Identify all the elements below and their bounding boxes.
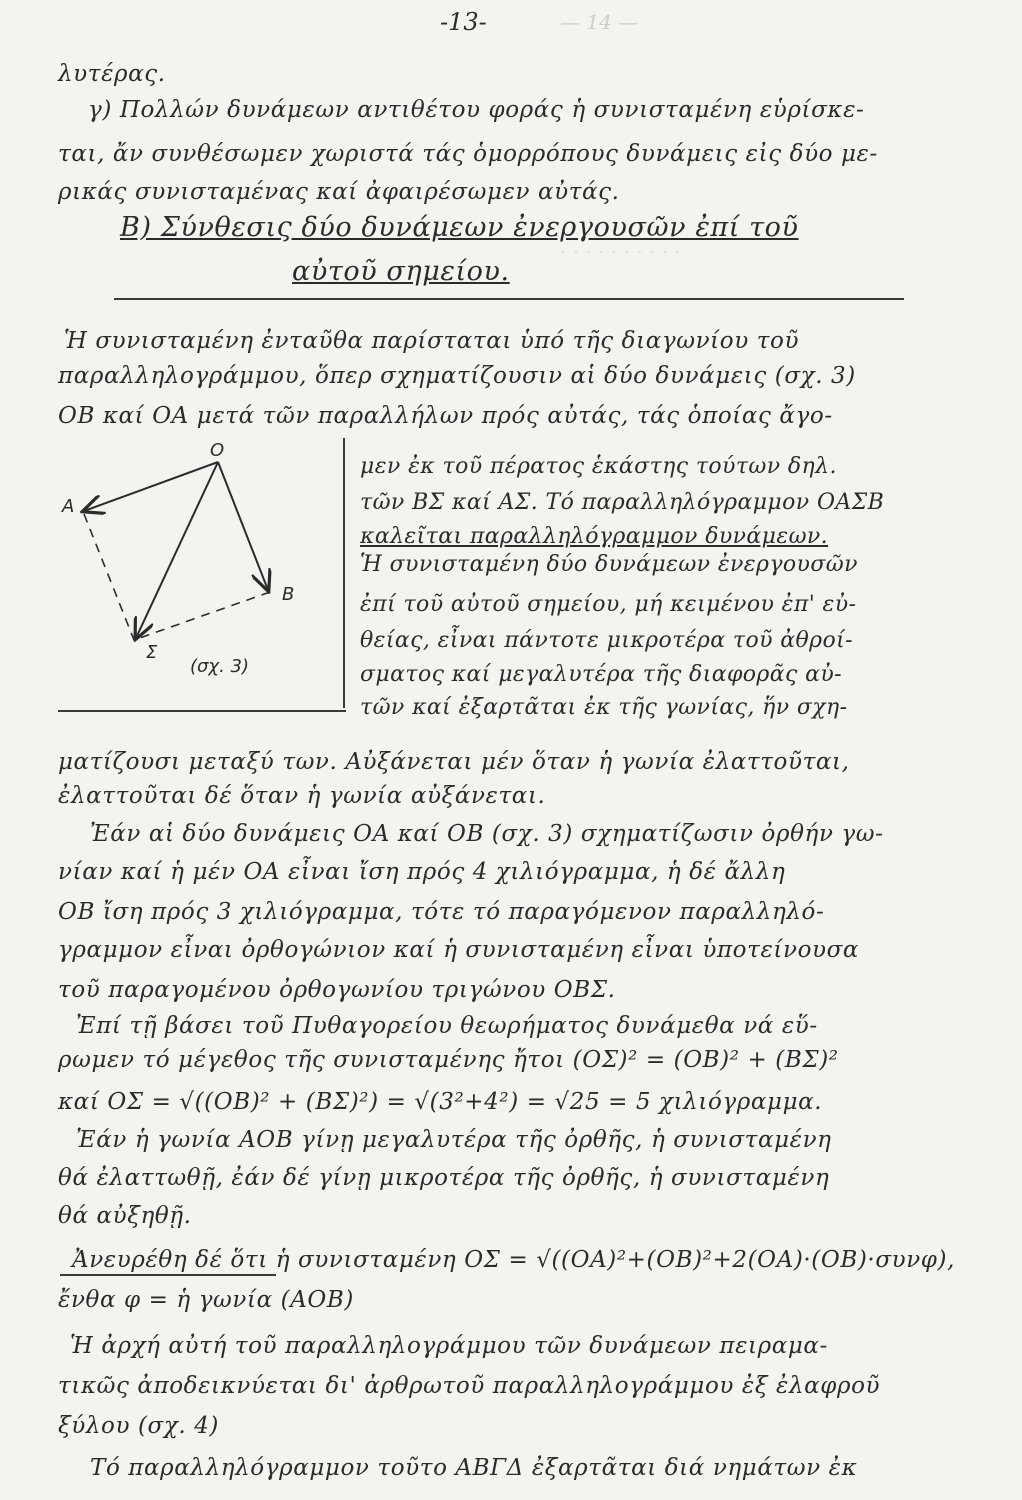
column-line: μεν ἐκ τοῦ πέρατος ἑκάστης τούτων δηλ. — [360, 454, 837, 479]
text-line: Ἐάν αἱ δύο δυνάμεις ΟΑ καί ΟΒ (σχ. 3) σχηματίζωσιν ὀρθήν γω- — [90, 821, 884, 847]
bleed-through-shadow: — 14 — — [560, 10, 639, 34]
column-line: τῶν ΒΣ καί ΑΣ. Τό παραλληλόγραμμον ΟΑΣΒ — [360, 490, 885, 515]
parallel-as — [84, 514, 134, 640]
text-line: ξύλου (σχ. 4) — [58, 1413, 220, 1439]
formula-line: καί ΟΣ = √((ΟΒ)² + (ΒΣ)²) = √(3²+4²) = √25 = 5 χιλιόγραμμα. — [58, 1089, 823, 1115]
text-line: Ἐάν ἡ γωνία ΑΟΒ γίνῃ μεγαλυτέρα τῆς ὀρθῆς, ἡ συνισταμένη — [76, 1127, 832, 1153]
defined-term: καλεῖται παραλληλόγραμμον δυνάμεων. — [360, 524, 829, 549]
page-number: -13- — [440, 8, 487, 36]
text-line: Τό παραλληλόγραμμον τοῦτο ΑΒΓΔ ἐξαρτᾶται διά νημάτων ἐκ — [90, 1455, 858, 1481]
label-o: Ο — [210, 440, 225, 461]
text-line: Ἐπί τῇ βάσει τοῦ Πυθαγορείου θεωρήματος δυνάμεθα νά εὕ- — [76, 1013, 818, 1039]
section-heading-b-line2: αὐτοῦ σημείου. — [292, 256, 510, 287]
heading-c-text: γ) Πολλών δυνάμεων αντιθέτου φοράς ἡ συνισταμένη εὑρίσκε- — [88, 97, 865, 123]
column-line: τῶν καί ἐξαρτᾶται ἐκ τῆς γωνίας, ἥν σχη- — [360, 695, 848, 720]
text-line: ται, ἄν συνθέσωμεν χωριστά τάς ὁμορρόπους δυνάμεις εἰς δύο με- — [58, 141, 878, 167]
figure-3-parallelogram — [50, 440, 350, 700]
label-b: Β — [282, 584, 295, 605]
text-line: νίαν καί ἡ μέν ΟΑ εἶναι ἴση πρός 4 χιλιόγραμμα, ἡ δέ ἄλλη — [58, 859, 786, 885]
text-line: Ἡ συνισταμένη ἐνταῦθα παρίσταται ὑπό τῆς διαγωνίου τοῦ — [64, 328, 800, 354]
text-line: θά αὐξηθῇ. — [58, 1203, 192, 1229]
force-ob-arrow — [218, 462, 268, 590]
text-line: ΟΒ καί ΟΑ μετά τῶν παραλλήλων πρός αὐτάς, τάς ὁποίας ἄγο- — [58, 403, 833, 429]
figure-bottom-rule — [58, 710, 346, 712]
column-line: θείας, εἶναι πάντοτε μικροτέρα τοῦ ἀθροί- — [360, 628, 854, 653]
text-line: λυτέρας. — [58, 61, 166, 87]
column-line: Ἡ συνισταμένη δύο δυνάμεων ἐνεργουσῶν — [360, 552, 858, 577]
heading-rule — [114, 298, 904, 300]
text-line: Ἡ ἀρχή αὐτή τοῦ παραλληλογράμμου τῶν δυνάμεων πειραμα- — [70, 1333, 828, 1359]
section-heading-b: Β) Σύνθεσις δύο δυνάμεων ἐνεργουσῶν ἐπί τοῦ — [120, 212, 799, 243]
text-line: τοῦ παραγομένου ὀρθογωνίου τριγώνου ΟΒΣ. — [58, 977, 616, 1003]
text-line: ρωμεν τό μέγεθος τῆς συνισταμένης ἤτοι (ΟΣ)² = (ΟΒ)² + (ΒΣ)² — [58, 1047, 839, 1073]
text-line: ματίζουσι μεταξύ των. Αὐξάνεται μέν ὅταν ἡ γωνία ἐλαττοῦται, — [58, 749, 850, 775]
text-line-heading-c — [88, 94, 972, 126]
text-line: θά ἐλαττωθῇ, ἐάν δέ γίνῃ μικροτέρα τῆς ὀρθῆς, ἡ συνισταμένη — [58, 1165, 830, 1191]
text-line: ἔνθα φ = ἡ γωνία (ΑΟΒ) — [58, 1287, 354, 1313]
text-line: ἐλαττοῦται δέ ὅταν ἡ γωνία αὐξάνεται. — [58, 783, 546, 809]
text-line: τικῶς ἀποδεικνύεται δι' ἀρθρωτοῦ παραλληλογράμμου ἐξ ἐλαφροῦ — [58, 1373, 881, 1399]
text-line: ΟΒ ἴση πρός 3 χιλιόγραμμα, τότε τό παραγόμενον παραλληλό- — [58, 899, 825, 925]
bleed-through-shadow: · · · · · · · · · · — [560, 240, 681, 264]
underline-rule — [60, 1274, 276, 1276]
text-line: γραμμον εἶναι ὀρθογώνιον καί ἡ συνισταμένη εἶναι ὑποτείνουσα — [58, 937, 860, 963]
column-line: σματος καί μεγαλυτέρα τῆς διαφορᾶς αὐ- — [360, 662, 843, 687]
text-line: παραλληλογράμμου, ὅπερ σχηματίζουσιν αἱ δύο δυνάμεις (σχ. 3) — [58, 363, 856, 389]
formula-line: Ἀνευρέθη δέ ὅτι ἡ συνισταμένη ΟΣ = √((ΟΑ)²+(ΟΒ)²+2(ΟΑ)·(ΟΒ)·συνφ), — [72, 1247, 955, 1273]
text-line: ρικάς συνισταμένας καί ἀφαιρέσωμεν αὐτάς. — [58, 179, 620, 205]
column-line: ἐπί τοῦ αὐτοῦ σημείου, μή κειμένου ἐπ' εὐ- — [360, 592, 857, 617]
label-s: Σ — [146, 642, 158, 663]
column-line-defined-term — [360, 522, 828, 552]
label-a: Α — [62, 496, 75, 517]
figure-caption: (σχ. 3) — [190, 656, 250, 677]
